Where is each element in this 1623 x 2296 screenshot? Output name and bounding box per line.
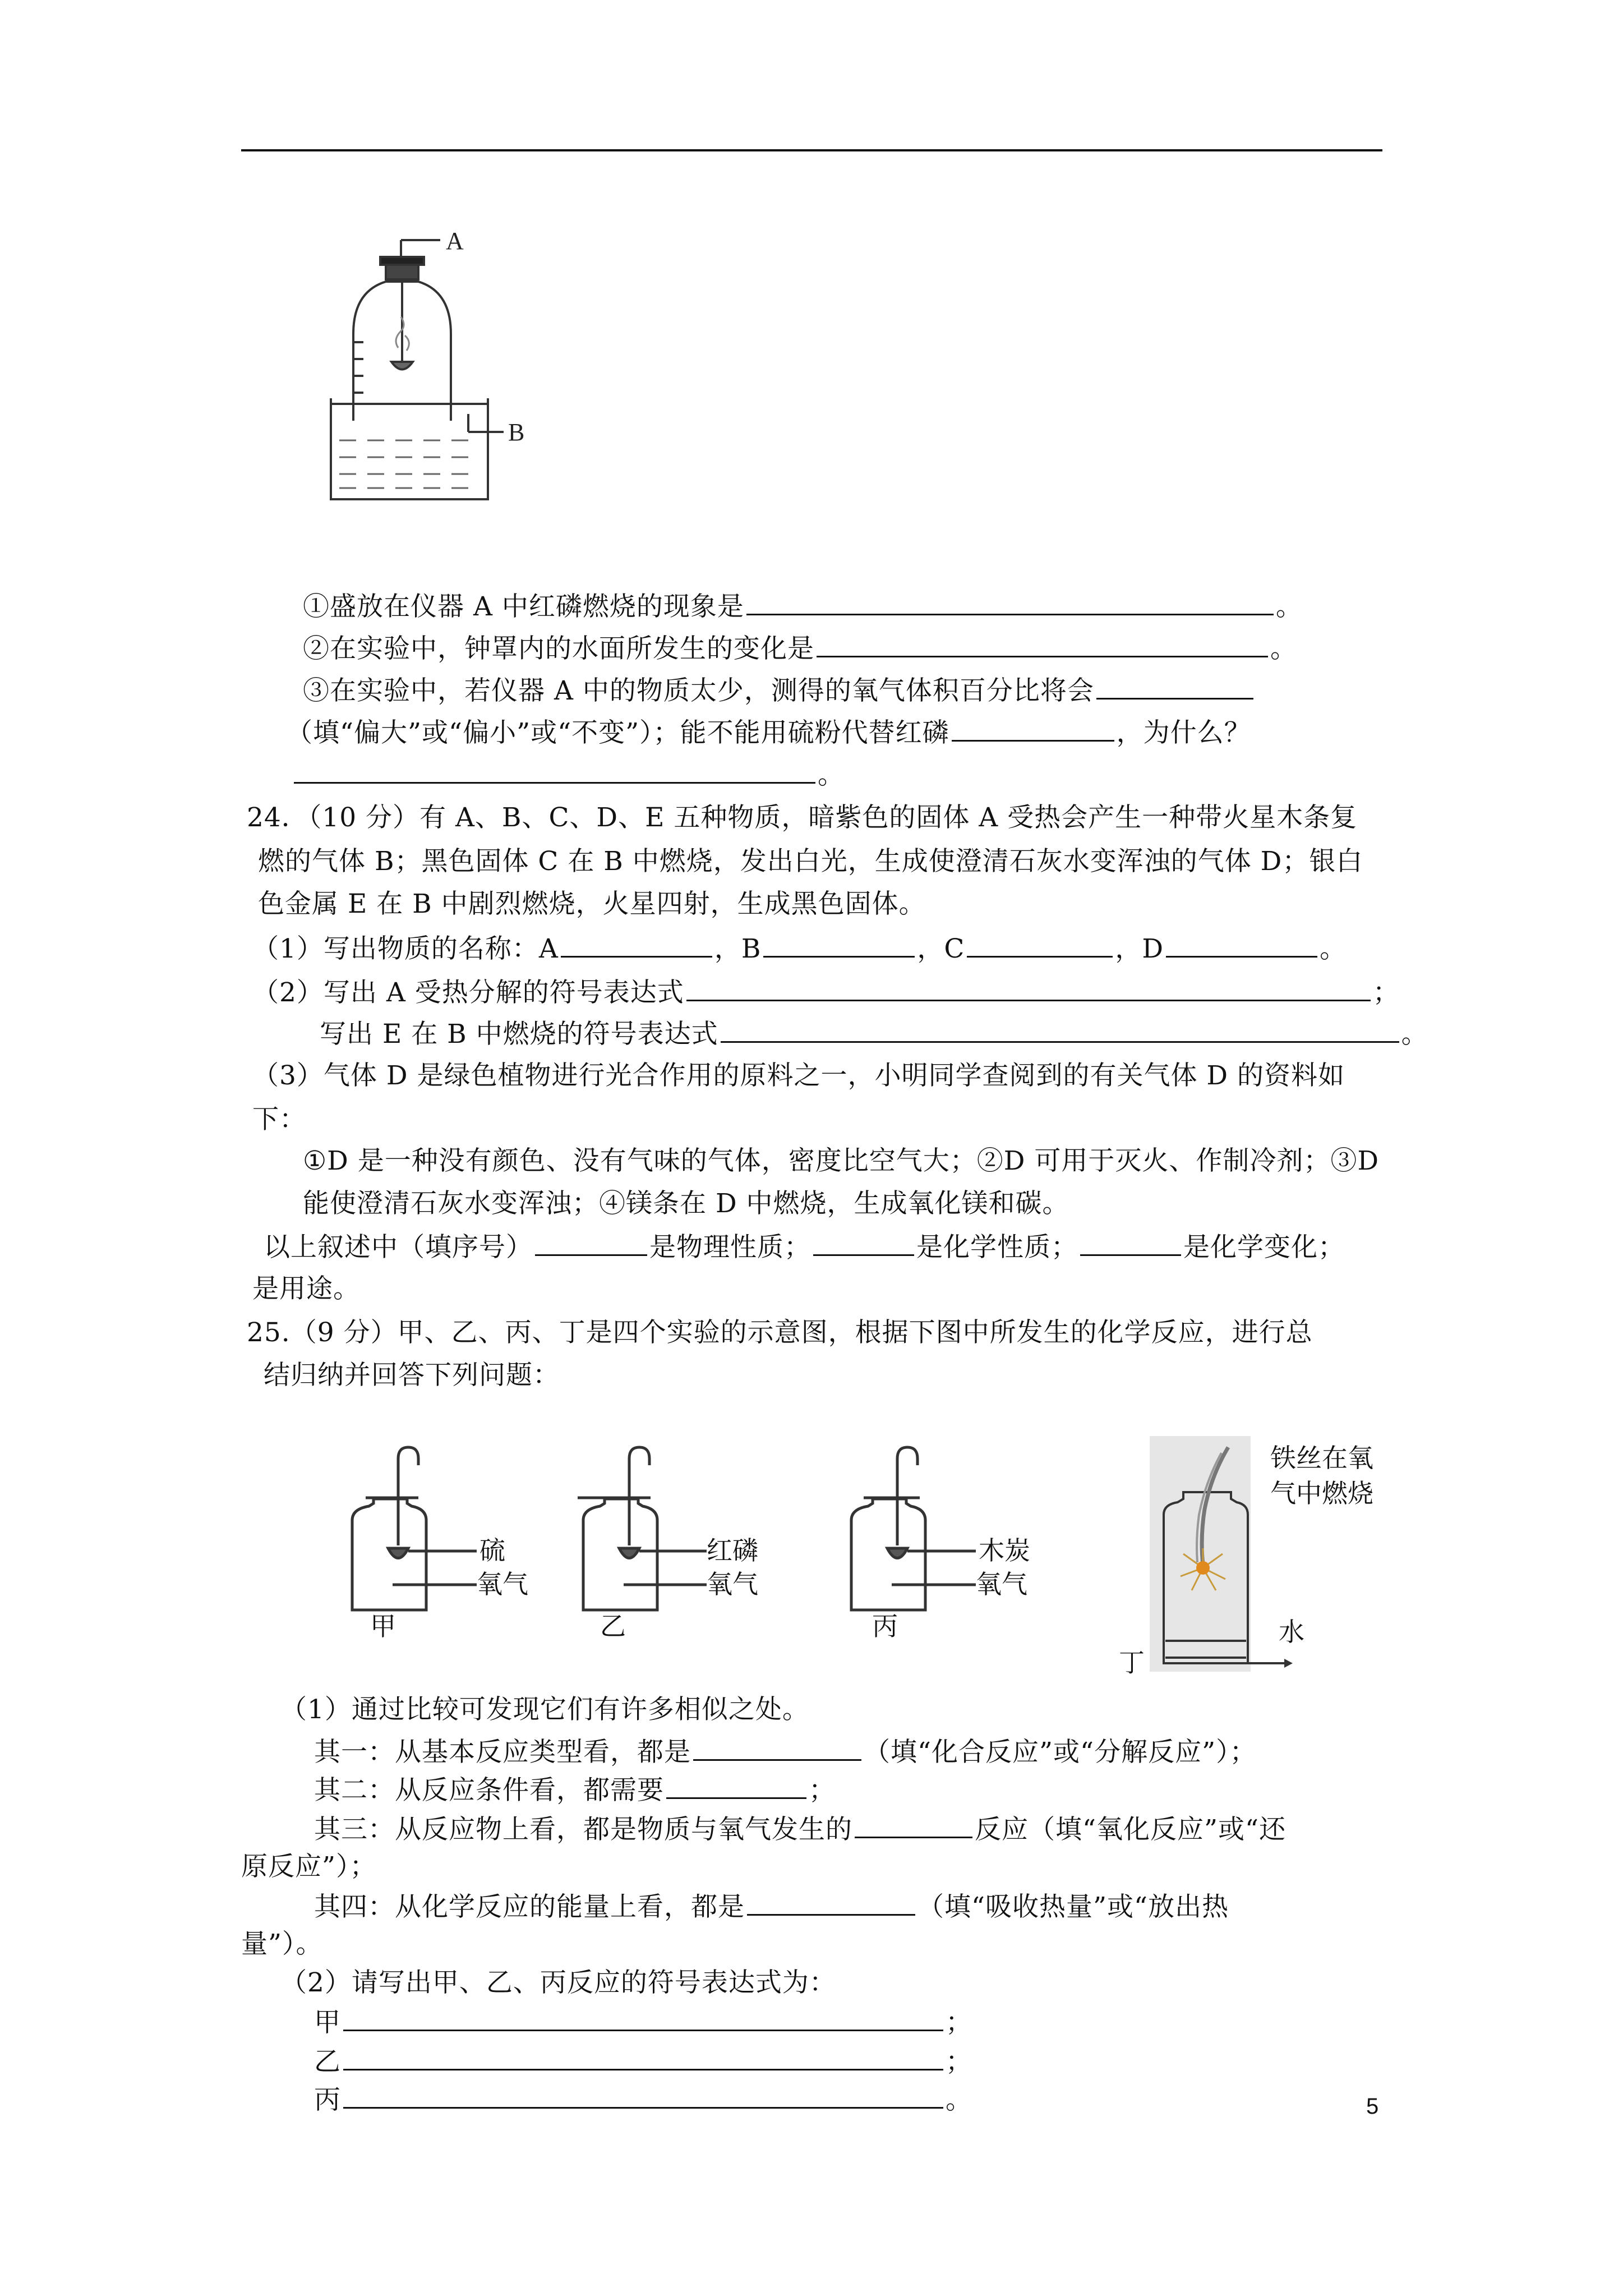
caption-iron-2: 气中燃烧	[1270, 1478, 1373, 1508]
q25-part2-jia: 甲 ；	[314, 2005, 972, 2040]
q25-part1-q3: 其三：从反应物上看，都是物质与氧气发生的 反应（填“氧化反应”或“还	[314, 1812, 1286, 1847]
bell-jar-figure	[320, 227, 578, 505]
q25-stem-2: 结归纳并回答下列问题：	[264, 1360, 560, 1391]
q24-stem-1: 24．（10 分）有 A、B、C、D、E 五种物质，暗紫色的固体 A 受热会产生一种带火星木条复	[247, 802, 1358, 833]
q24-stem-3: 色金属 E 在 B 中剧烈燃烧，火星四射，生成黑色固体。	[258, 889, 926, 919]
q24-part3-line1: （3）气体 D 是绿色植物进行光合作用的原料之一，小明同学查阅到的有关气体 D 的资料如	[252, 1060, 1345, 1091]
label-sulfur: 硫	[479, 1535, 505, 1566]
q25-part1-q2: 其二：从反应条件看，都需要 ；	[314, 1773, 836, 1807]
q24-part2-line1: （2）写出 A 受热分解的符号表达式 ；	[252, 975, 1400, 1010]
combustion-figure	[336, 1442, 1402, 1683]
q25-part1-q3-cont: 原反应”）；	[241, 1851, 377, 1882]
bottle-yi	[578, 1447, 707, 1610]
bottle-jia	[352, 1447, 477, 1610]
q25-part1-q4-cont: 量”）。	[241, 1929, 323, 1959]
label-yi: 乙	[600, 1611, 626, 1641]
q25-part1-q1: 其一：从基本反应类型看，都是 （填“化合反应”或“分解反应”）；	[314, 1734, 1257, 1769]
q24-part3-line3: ①D 是一种没有颜色、没有气味的气体，密度比空气大；②D 可用于灭火、作制冷剂；③D	[303, 1145, 1380, 1176]
caption-iron-1: 铁丝在氧	[1270, 1443, 1373, 1473]
q24-part3-line6: 是用途。	[252, 1273, 360, 1304]
q24-part2-line2: 写出 E 在 B 中燃烧的符号表达式 。	[320, 1016, 1428, 1051]
q23-line3: ③在实验中，若仪器 A 中的物质太少，测得的氧气体积百分比将会	[303, 673, 1256, 708]
q24-part3-line5: 以上叙述中（填序号） 是物理性质； 是化学性质； 是化学变化；	[264, 1230, 1345, 1264]
q24-stem-2: 燃的气体 B；黑色固体 C 在 B 中燃烧，发出白光，生成使澄清石灰水变浑浊的气体 D；银白	[258, 846, 1363, 877]
q25-part1-q4: 其四：从化学反应的能量上看，都是 （填“吸收热量”或“放出热	[314, 1889, 1229, 1924]
label-red-phosphorus: 红磷	[707, 1535, 758, 1566]
label-oxygen-bing: 氧气	[976, 1569, 1027, 1599]
bottle-bing	[851, 1447, 976, 1610]
label-oxygen-yi: 氧气	[707, 1569, 758, 1599]
q23-line5: 。	[292, 757, 845, 792]
label-charcoal: 木炭	[979, 1535, 1030, 1566]
page-number: 5	[1366, 2094, 1379, 2119]
q23-line2: ②在实验中，钟罩内的水面所发生的变化是 。	[303, 631, 1297, 666]
q24-part1: （1）写出物质的名称：A ，B ，C ，D 。	[252, 931, 1347, 966]
q25-part2-intro: （2）请写出甲、乙、丙反应的符号表达式为：	[280, 1967, 836, 1998]
q25-part1-intro: （1）通过比较可发现它们有许多相似之处。	[280, 1694, 809, 1725]
label-water: 水	[1279, 1617, 1304, 1647]
q25-part2-bing: 丙 。	[314, 2082, 972, 2117]
label-b: B	[508, 418, 525, 446]
q24-part3-line4: 能使澄清石灰水变浑浊；④镁条在 D 中燃烧，生成氧化镁和碳。	[303, 1188, 1069, 1219]
label-a: A	[446, 227, 464, 255]
header-rule	[241, 149, 1382, 151]
q23-line4: （填“偏大”或“偏小”或“不变”）；能不能用硫粉代替红磷 ，为什么？	[286, 715, 1251, 750]
q25-stem-1: 25.（9 分）甲、乙、丙、丁是四个实验的示意图，根据下图中所发生的化学反应，进行总	[247, 1317, 1313, 1348]
q24-part3-line2: 下：	[252, 1104, 306, 1135]
label-jia: 甲	[370, 1611, 396, 1641]
label-oxygen-jia: 氧气	[477, 1569, 528, 1599]
q23-line1: ①盛放在仪器 A 中红磷燃烧的现象是 。	[303, 589, 1303, 624]
label-ding: 丁	[1119, 1648, 1145, 1678]
q25-part2-yi: 乙 ；	[314, 2044, 972, 2079]
label-bing: 丙	[872, 1611, 898, 1641]
